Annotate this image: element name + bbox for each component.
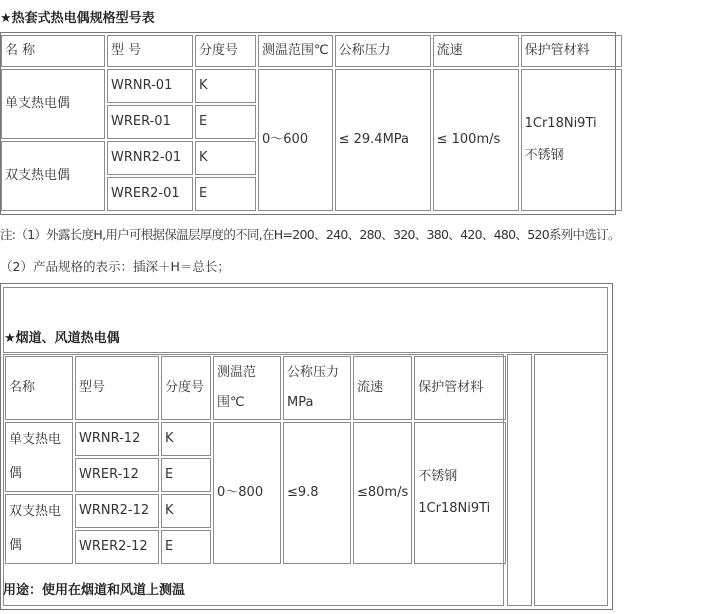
cell-model: WRNR2-01 bbox=[107, 141, 193, 175]
header-material: 保护管材料 bbox=[521, 35, 622, 67]
header-material: 保护管材料 bbox=[414, 356, 506, 420]
cell-material bbox=[414, 422, 506, 564]
cell-grade: E bbox=[161, 458, 211, 492]
note-2: （2）产品规格的表示：插深＋H＝总长； bbox=[0, 259, 230, 274]
cell-speed: ≤80m/s bbox=[353, 422, 412, 564]
cell-range: 0～800 bbox=[213, 422, 281, 564]
material-line-2: 不锈钢 bbox=[524, 148, 564, 163]
cell-grade: K bbox=[195, 69, 256, 103]
header-model: 型号 bbox=[75, 356, 159, 420]
cell-grade: K bbox=[195, 141, 256, 175]
header-name: 名 称 bbox=[1, 35, 105, 67]
cell-speed: ≤ 100m/s bbox=[433, 69, 519, 211]
table-header-row bbox=[5, 356, 506, 420]
cell-model: WRER-01 bbox=[107, 105, 193, 139]
table-row bbox=[1, 69, 622, 103]
row-name: 双支热电偶 bbox=[1, 141, 105, 211]
header-name: 名称 bbox=[5, 356, 73, 420]
cell-model: WRER2-12 bbox=[75, 530, 159, 564]
table2-title-cell bbox=[3, 287, 608, 353]
spec-table-1 bbox=[0, 33, 624, 213]
header-range: 测温范围℃ bbox=[258, 35, 333, 67]
header-pressure: 公称压力MPa bbox=[283, 356, 351, 420]
empty-side-cell bbox=[534, 354, 608, 606]
cell-pressure: ≤9.8 bbox=[283, 422, 351, 564]
cell-grade: E bbox=[195, 177, 256, 211]
note-1: 注:（1）外露长度H,用户可根据保温层厚度的不同,在H=200、240、280、320、380、420、480、520系列中选订。 bbox=[0, 227, 620, 242]
cell-grade: K bbox=[161, 422, 211, 456]
header-range: 测温范围℃ bbox=[213, 356, 281, 420]
cell-model: WRER2-01 bbox=[107, 177, 193, 211]
header-speed: 流速 bbox=[433, 35, 519, 67]
usage-text: 用途：使用在烟道和风道上测温 bbox=[3, 583, 186, 598]
cell-range: 0～600 bbox=[258, 69, 333, 211]
cell-model: WRNR2-12 bbox=[75, 494, 159, 528]
cell-grade: K bbox=[161, 494, 211, 528]
header-pressure: 公称压力 bbox=[335, 35, 431, 67]
cell-model: WRNR-01 bbox=[107, 69, 193, 103]
table-row bbox=[5, 422, 506, 456]
material-line-2: 1Cr18Ni9Ti bbox=[418, 501, 491, 516]
cell-grade: E bbox=[195, 105, 256, 139]
header-grade: 分度号 bbox=[161, 356, 211, 420]
cell-pressure: ≤ 29.4MPa bbox=[335, 69, 431, 211]
spec-table-2 bbox=[3, 354, 508, 566]
cell-model: WRNR-12 bbox=[75, 422, 159, 456]
cell-grade: E bbox=[161, 530, 211, 564]
section1-title: ★热套式热电偶规格型号表 bbox=[0, 11, 155, 26]
table-header-row bbox=[1, 35, 622, 67]
row-name: 单支热电偶 bbox=[5, 422, 73, 492]
cell-material bbox=[521, 69, 622, 211]
row-name: 单支热电偶 bbox=[1, 69, 105, 139]
header-grade: 分度号 bbox=[195, 35, 256, 67]
header-speed: 流速 bbox=[353, 356, 412, 420]
material-line-1: 1Cr18Ni9Ti bbox=[524, 116, 597, 131]
header-model: 型 号 bbox=[107, 35, 193, 67]
section2-title: ★烟道、风道热电偶 bbox=[4, 331, 120, 346]
row-name: 双支热电偶 bbox=[5, 494, 73, 564]
cell-model: WRER-12 bbox=[75, 458, 159, 492]
empty-side-cell bbox=[507, 354, 532, 606]
material-line-1: 不锈钢 bbox=[418, 469, 458, 484]
